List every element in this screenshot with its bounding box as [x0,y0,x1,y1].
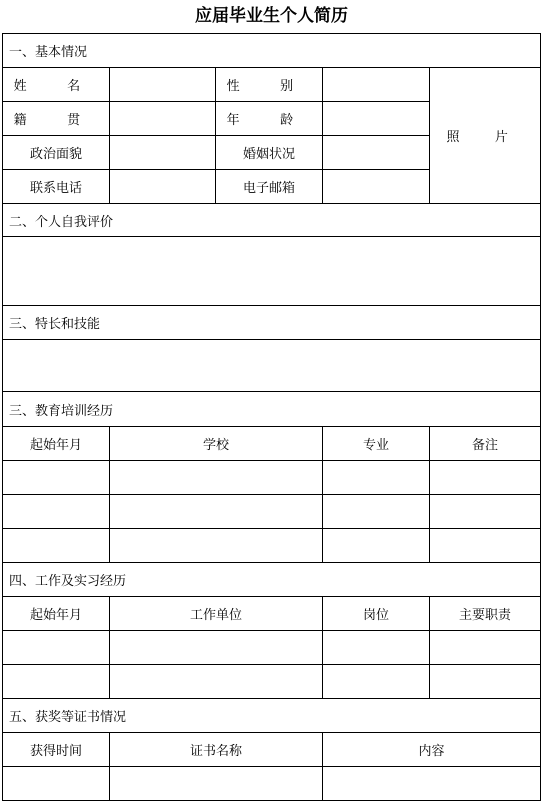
table-row [3,495,541,529]
work-cell[interactable] [430,631,541,665]
work-cell[interactable] [323,665,430,699]
education-cell[interactable] [110,529,323,563]
section-heading-education: 三、教育培训经历 [3,392,541,427]
work-cell[interactable] [3,631,110,665]
education-header-row [3,427,541,461]
section-skills-row [3,306,541,340]
name-label: 姓 名 [3,68,110,102]
work-cell[interactable] [323,631,430,665]
work-cell[interactable] [110,631,323,665]
awards-col-certificate: 证书名称 [110,733,323,767]
table-row [3,767,541,801]
education-col-start-date: 起始年月 [3,427,110,461]
origin-field[interactable] [110,102,216,136]
education-col-school: 学校 [110,427,323,461]
education-col-major: 专业 [323,427,430,461]
education-cell[interactable] [3,461,110,495]
self-eval-body-row [3,237,541,306]
work-header-row [3,597,541,631]
education-cell[interactable] [110,461,323,495]
section-heading-skills: 三、特长和技能 [3,306,541,340]
section-education-row [3,392,541,427]
name-field[interactable] [110,68,216,102]
age-field[interactable] [323,102,430,136]
section-heading-awards: 五、获奖等证书情况 [3,699,541,733]
resume-table [2,33,541,801]
phone-label: 联系电话 [3,170,110,204]
awards-cell[interactable] [323,767,541,801]
work-col-start-date: 起始年月 [3,597,110,631]
work-cell[interactable] [3,665,110,699]
table-row [3,665,541,699]
basic-row-1 [3,68,541,102]
education-cell[interactable] [3,495,110,529]
gender-field[interactable] [323,68,430,102]
work-col-duties: 主要职责 [430,597,541,631]
political-label: 政治面貌 [3,136,110,170]
self-eval-field[interactable] [3,237,541,306]
awards-cell[interactable] [3,767,110,801]
email-field[interactable] [323,170,430,204]
page-title: 应届毕业生个人简历 [195,6,348,26]
work-cell[interactable] [430,665,541,699]
education-cell[interactable] [323,461,430,495]
skills-body-row [3,340,541,392]
education-cell[interactable] [430,529,541,563]
table-row [3,461,541,495]
education-cell[interactable] [323,495,430,529]
work-col-position: 岗位 [323,597,430,631]
section-work-row [3,563,541,597]
gender-label: 性 别 [216,68,323,102]
work-cell[interactable] [110,665,323,699]
awards-header-row [3,733,541,767]
awards-col-date: 获得时间 [3,733,110,767]
section-heading-basic: 一、基本情况 [3,34,541,68]
photo-box[interactable]: 照 片 [430,68,541,204]
skills-field[interactable] [3,340,541,392]
marital-label: 婚姻状况 [216,136,323,170]
awards-col-content: 内容 [323,733,541,767]
education-cell[interactable] [3,529,110,563]
education-cell[interactable] [430,461,541,495]
table-row [3,631,541,665]
section-heading-self-eval: 二、个人自我评价 [3,204,541,237]
work-col-employer: 工作单位 [110,597,323,631]
phone-field[interactable] [110,170,216,204]
awards-cell[interactable] [110,767,323,801]
section-awards-row [3,699,541,733]
email-label: 电子邮箱 [216,170,323,204]
section-heading-work: 四、工作及实习经历 [3,563,541,597]
age-label: 年 龄 [216,102,323,136]
education-cell[interactable] [323,529,430,563]
table-row [3,529,541,563]
education-cell[interactable] [110,495,323,529]
education-col-notes: 备注 [430,427,541,461]
origin-label: 籍 贯 [3,102,110,136]
section-self-eval-row [3,204,541,237]
education-cell[interactable] [430,495,541,529]
political-field[interactable] [110,136,216,170]
marital-field[interactable] [323,136,430,170]
section-basic-row [3,34,541,68]
